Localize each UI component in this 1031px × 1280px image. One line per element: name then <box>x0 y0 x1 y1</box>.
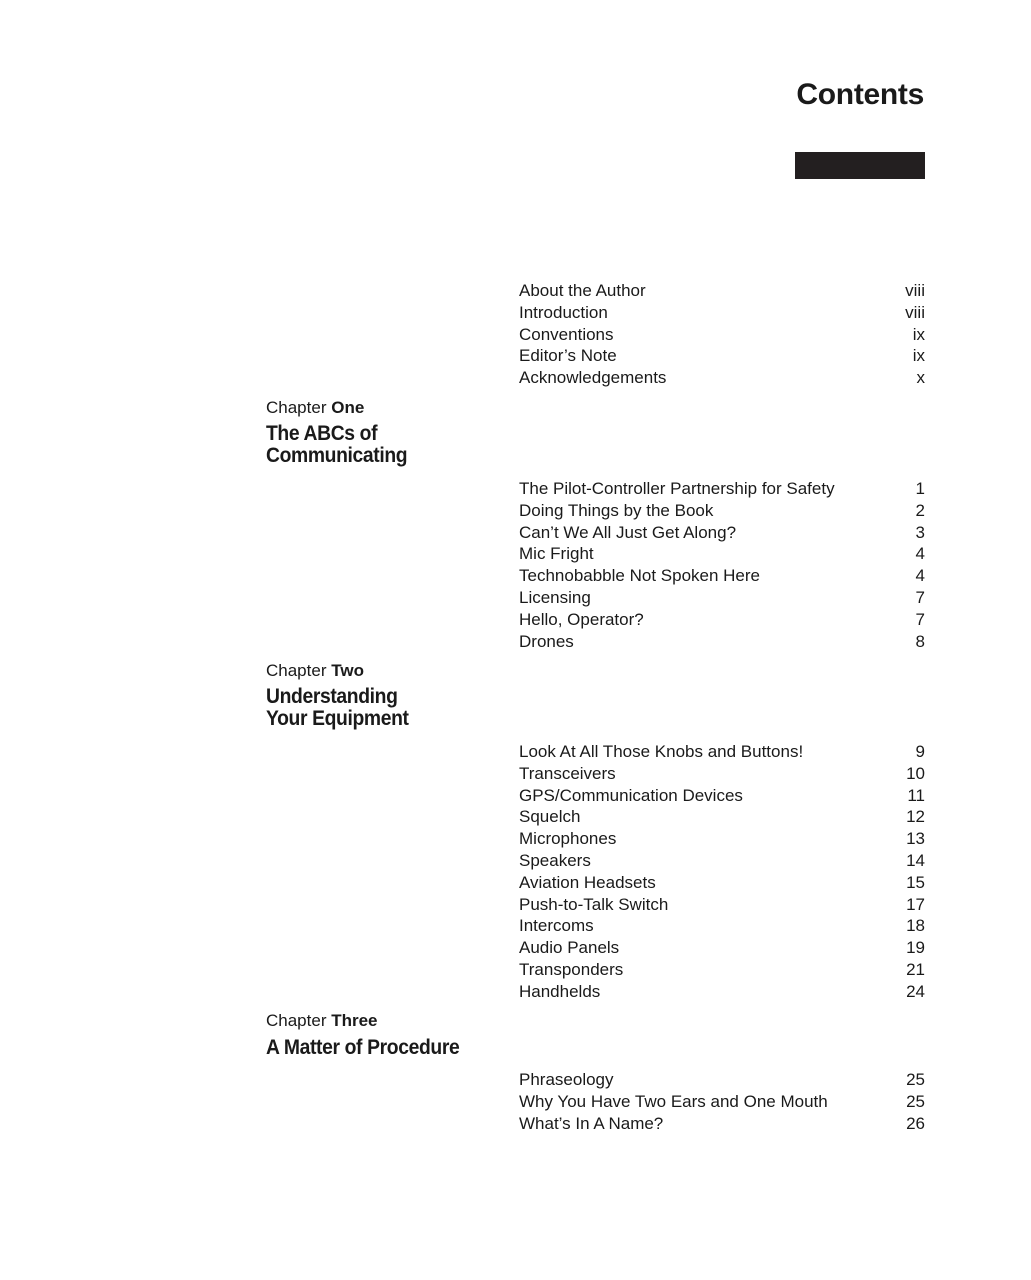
toc-entry-title: Look At All Those Knobs and Buttons! <box>519 742 804 761</box>
chapter-two-entries <box>519 741 925 1003</box>
toc-entry[interactable] <box>519 981 925 1003</box>
toc-entry[interactable] <box>519 806 925 828</box>
toc-entry-page: 13 <box>906 829 925 849</box>
toc-entry-page: 15 <box>906 872 925 892</box>
toc-entry-title: Drones <box>519 631 574 651</box>
page-title: Contents <box>796 78 924 111</box>
toc-entry-page: x <box>916 368 925 388</box>
chapter-three-entries <box>519 1069 925 1134</box>
toc-entry-title: Aviation Headsets <box>519 872 656 892</box>
toc-entry[interactable] <box>519 959 925 981</box>
toc-entry-title: Conventions <box>519 324 614 344</box>
toc-entry-page: 25 <box>906 1091 925 1111</box>
toc-entry-title: Audio Panels <box>519 938 620 958</box>
toc-entry-page: 26 <box>906 1113 925 1133</box>
toc-entry-page: 9 <box>915 742 925 761</box>
toc-entry-title: Intercoms <box>519 916 594 936</box>
toc-entry-title: Can’t We All Just Get Along? <box>519 522 737 542</box>
toc-entry[interactable] <box>519 565 925 587</box>
toc-entry-page: 18 <box>906 916 925 936</box>
chapter-two-title[interactable] <box>266 686 409 730</box>
toc-entry-title: What’s In A Name? <box>519 1113 664 1133</box>
toc-entry-title: Phraseology <box>519 1070 614 1089</box>
toc-entry-page: 7 <box>915 587 925 607</box>
chapter-title-line: Communicating <box>266 444 408 467</box>
toc-entry-title: Microphones <box>519 829 617 849</box>
toc-entry-page: viii <box>905 281 925 300</box>
toc-entry[interactable] <box>519 1069 925 1091</box>
toc-entry-page: 4 <box>915 566 925 586</box>
toc-entry[interactable] <box>519 828 925 850</box>
toc-entry-page: 19 <box>906 938 925 958</box>
toc-entry-title: Why You Have Two Ears and One Mouth <box>519 1091 828 1111</box>
chapter-number: One <box>331 398 365 417</box>
toc-entry[interactable] <box>519 1113 925 1135</box>
toc-entry[interactable] <box>519 1091 925 1113</box>
toc-entry-page: ix <box>912 324 925 344</box>
toc-entry-title: Acknowledgements <box>519 368 667 388</box>
toc-entry[interactable] <box>519 937 925 959</box>
toc-entry-title: GPS/Communication Devices <box>519 785 743 805</box>
toc-entry[interactable] <box>519 609 925 631</box>
toc-entry[interactable] <box>519 741 925 763</box>
toc-entry-title: Doing Things by the Book <box>519 500 714 520</box>
toc-entry-title: Technobabble Not Spoken Here <box>519 566 760 586</box>
chapter-three-label <box>266 1010 378 1031</box>
toc-entry-title: Hello, Operator? <box>519 609 644 629</box>
toc-entry-page: 4 <box>915 544 925 564</box>
toc-entry-page: 3 <box>915 522 925 542</box>
toc-entry-title: Transceivers <box>519 763 616 783</box>
toc-entry-page: 1 <box>915 479 925 498</box>
toc-entry[interactable] <box>519 500 925 522</box>
toc-entry-page: ix <box>912 346 925 366</box>
toc-entry-title: Introduction <box>519 302 608 322</box>
chapter-title-line: Your Equipment <box>266 707 409 730</box>
toc-entry-title: Handhelds <box>519 981 601 1001</box>
toc-entry[interactable] <box>519 850 925 872</box>
toc-entry[interactable] <box>519 280 925 302</box>
toc-entry-title: Speakers <box>519 850 591 870</box>
chapter-number: Two <box>331 661 364 680</box>
toc-entry-title: Mic Fright <box>519 544 594 564</box>
chapter-title-line: The ABCs of <box>266 422 378 445</box>
chapter-one-title[interactable] <box>266 423 407 467</box>
toc-entry[interactable] <box>519 367 925 389</box>
toc-entry-title: Squelch <box>519 807 581 827</box>
toc-entry-page: 11 <box>907 785 925 805</box>
chapter-label-text: Chapter <box>266 398 327 417</box>
toc-entry-page: 10 <box>906 763 925 783</box>
toc-entry-page: 2 <box>915 500 925 520</box>
toc-entry[interactable] <box>519 894 925 916</box>
chapter-title-line: Understanding <box>266 685 398 708</box>
chapter-two-label <box>266 660 364 681</box>
chapter-title-line: A Matter of Procedure <box>266 1036 460 1059</box>
toc-entry[interactable] <box>519 763 925 785</box>
toc-entry-title: Editor’s Note <box>519 346 617 366</box>
chapter-label-text: Chapter <box>266 1011 327 1030</box>
chapter-three-title[interactable] <box>266 1037 459 1059</box>
toc-entry[interactable] <box>519 785 925 807</box>
chapter-number: Three <box>331 1011 378 1030</box>
toc-entry-page: 24 <box>906 981 925 1001</box>
toc-entry-page: 21 <box>906 959 925 979</box>
toc-entry[interactable] <box>519 478 925 500</box>
toc-entry[interactable] <box>519 522 925 544</box>
toc-entry-page: viii <box>905 302 925 322</box>
toc-entry[interactable] <box>519 872 925 894</box>
title-bar-decoration <box>795 152 925 179</box>
toc-entry[interactable] <box>519 324 925 346</box>
toc-entry-page: 12 <box>906 807 925 827</box>
toc-entry-page: 25 <box>906 1070 925 1089</box>
toc-entry[interactable] <box>519 587 925 609</box>
toc-entry-page: 7 <box>915 609 925 629</box>
chapter-label-text: Chapter <box>266 661 327 680</box>
chapter-one-entries <box>519 478 925 652</box>
toc-entry[interactable] <box>519 302 925 324</box>
toc-entry[interactable] <box>519 345 925 367</box>
toc-entry[interactable] <box>519 631 925 653</box>
toc-entry-title: The Pilot-Controller Partnership for Safety <box>519 479 835 498</box>
toc-entry-title: About the Author <box>519 281 646 300</box>
toc-entry-page: 8 <box>915 631 925 651</box>
toc-entry-title: Licensing <box>519 587 591 607</box>
chapter-one-label <box>266 397 364 418</box>
toc-entry-page: 14 <box>906 850 925 870</box>
toc-entry-title: Transponders <box>519 959 624 979</box>
toc-entry[interactable] <box>519 915 925 937</box>
toc-entry-page: 17 <box>906 894 925 914</box>
front-matter-list <box>519 280 925 389</box>
toc-entry-title: Push-to-Talk Switch <box>519 894 669 914</box>
toc-entry[interactable] <box>519 543 925 565</box>
